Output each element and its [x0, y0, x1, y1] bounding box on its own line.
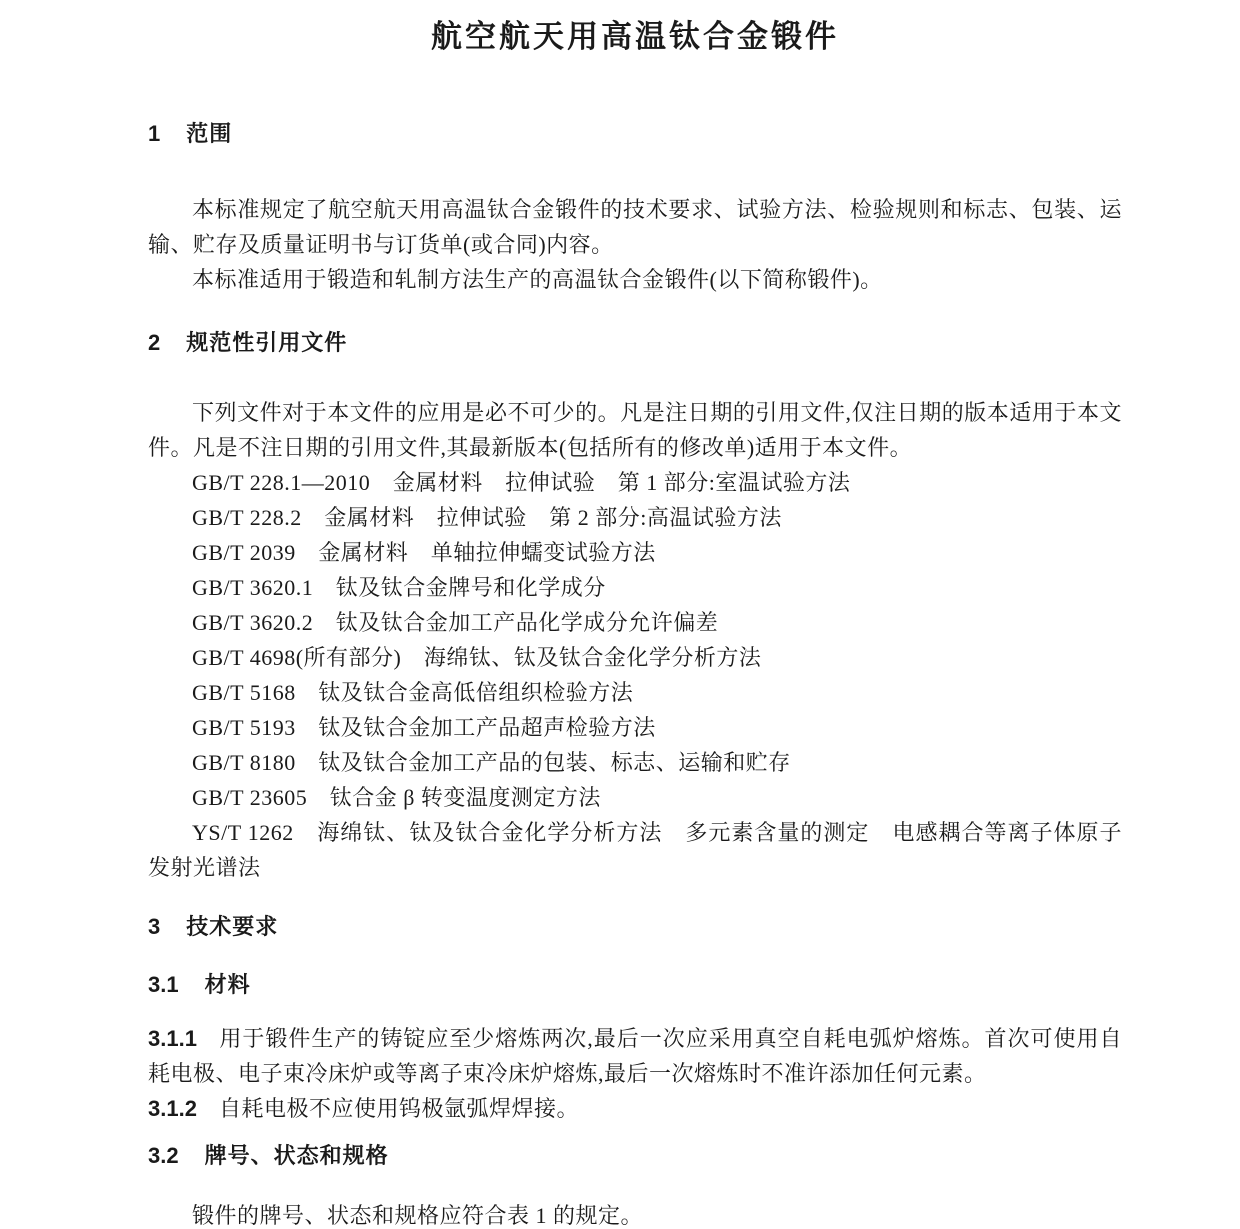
reference-item: GB/T 5168 钛及钛合金高低倍组织检验方法 [192, 680, 634, 705]
section-2-heading [148, 329, 1122, 357]
section-1-number: 1 [148, 121, 161, 146]
section-3-2-number: 3.2 [148, 1143, 179, 1168]
reference-item: GB/T 8180 钛及钛合金加工产品的包装、标志、运输和贮存 [192, 750, 791, 775]
clause-3-1-2-number: 3.1.2 [148, 1096, 197, 1121]
section-3-1-number: 3.1 [148, 972, 179, 997]
references-intro: 下列文件对于本文件的应用是必不可少的。凡是注日期的引用文件,仅注日期的版本适用于本文件。凡是不注日期的引用文件,其最新版本(包括所有的修改单)适用于本文件。 [148, 400, 1122, 460]
reference-item: GB/T 3620.1 钛及钛合金牌号和化学成分 [192, 575, 606, 600]
reference-item: GB/T 3620.2 钛及钛合金加工产品化学成分允许偏差 [192, 610, 719, 635]
section-3-1-heading [148, 971, 1122, 999]
reference-item: GB/T 228.1—2010 金属材料 拉伸试验 第 1 部分:室温试验方法 [192, 470, 851, 495]
clause-3-1-1-number: 3.1.1 [148, 1026, 197, 1051]
section-3-2-title: 牌号、状态和规格 [204, 1143, 389, 1168]
references-list [148, 465, 1122, 885]
section-1-heading [148, 120, 1122, 148]
document-title: 航空航天用高温钛合金锻件 [431, 19, 839, 54]
clause-3-1-1 [148, 1021, 1122, 1091]
clause-3-1-2-text: 自耗电极不应使用钨极氩弧焊焊接。 [218, 1096, 579, 1121]
reference-item: GB/T 2039 金属材料 单轴拉伸蠕变试验方法 [192, 540, 656, 565]
scope-paragraph-2: 本标准适用于锻造和轧制方法生产的高温钛合金锻件(以下简称锻件)。 [192, 267, 883, 292]
section-3-1-title: 材料 [204, 972, 251, 997]
clause-3-1-1-text: 用于锻件生产的铸锭应至少熔炼两次,最后一次应采用真空自耗电弧炉熔炼。首次可使用自耗电极、电子束冷床炉或等离子束冷床炉熔炼,最后一次熔炼时不准许添加任何元素。 [148, 1026, 1122, 1086]
reference-item: GB/T 4698(所有部分) 海绵钛、钛及钛合金化学分析方法 [192, 645, 762, 670]
section-3-heading [148, 913, 1122, 941]
section-3-2-heading [148, 1142, 1122, 1170]
section-3-number: 3 [148, 914, 161, 939]
section-1-title: 范围 [186, 121, 233, 146]
section-2-title: 规范性引用文件 [186, 330, 348, 355]
reference-item: GB/T 5193 钛及钛合金加工产品超声检验方法 [192, 715, 656, 740]
section-2-number: 2 [148, 330, 161, 355]
section-3-title: 技术要求 [186, 914, 279, 939]
clause-3-1-2 [148, 1091, 1122, 1126]
scope-paragraph-1: 本标准规定了航空航天用高温钛合金锻件的技术要求、试验方法、检验规则和标志、包装、运输、贮存及质量证明书与订货单(或合同)内容。 [148, 197, 1122, 257]
grades-paragraph: 锻件的牌号、状态和规格应符合表 1 的规定。 [192, 1203, 644, 1228]
reference-item: GB/T 228.2 金属材料 拉伸试验 第 2 部分:高温试验方法 [192, 505, 782, 530]
reference-item: GB/T 23605 钛合金 β 转变温度测定方法 [192, 785, 601, 810]
reference-item: YS/T 1262 海绵钛、钛及钛合金化学分析方法 多元素含量的测定 电感耦合等离子体原子发射光谱法 [148, 820, 1122, 880]
